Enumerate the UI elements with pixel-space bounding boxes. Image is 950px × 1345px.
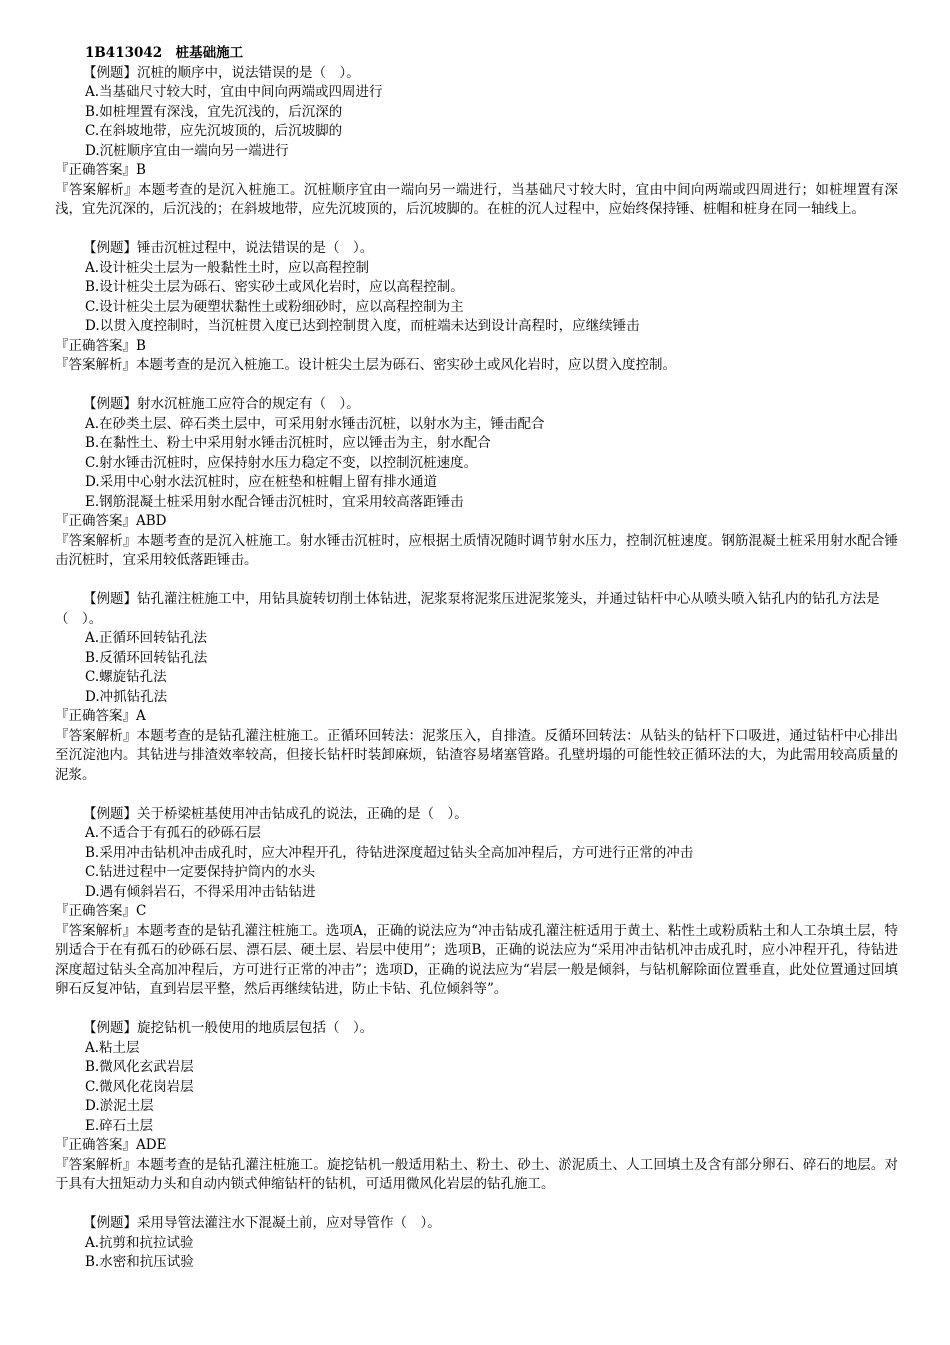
option: C.螺旋钻孔法 [85, 669, 167, 685]
option: B.采用冲击钻机冲击成孔时，应大冲程开孔，待钻进深度超过钻头全高加冲程后，方可进行正常的冲击 [85, 844, 694, 861]
option: C.钻进过程中一定要保持护筒内的水头 [85, 864, 316, 880]
answer-explanation: 『答案解析』本题考查的是沉入桩施工。设计桩尖土层为砾石、密实砂土或风化岩时，应以贯入度控制。 [55, 357, 676, 373]
section-title: 1B413042 桩基础施工 [85, 45, 244, 61]
option: A.设计桩尖土层为一般黏性土时，应以高程控制 [85, 259, 370, 276]
answer-explanation: 『答案解析』本题考查的是钻孔灌注桩施工。旋挖钻机一般适用粘土、粉土、砂土、淤泥质土、人工回填土及含有部分卵石、碎石的地层。对于具有大扭矩动力头和自动内锁式伸缩钻杆的钻机，可适用微风化岩层的钻孔施工。 [55, 1156, 898, 1192]
question-stem: 【例题】沉桩的顺序中，说法错误的是（ ）。 [83, 64, 360, 81]
question-1 [55, 64, 898, 220]
question-7 [55, 1214, 898, 1273]
option: A.正循环回转钻孔法 [85, 630, 208, 646]
question-stem: 【例题】关于桥梁桩基使用冲击钻成孔的说法，正确的是（ ）。 [83, 805, 468, 822]
question-2 [55, 239, 898, 376]
correct-answer: 『正确答案』B [55, 162, 146, 178]
document-body [55, 44, 898, 1273]
option: D.沉桩顺序宜由一端向另一端进行 [85, 142, 289, 159]
option: D.淤泥土层 [85, 1098, 154, 1114]
option: B.设计桩尖土层为砾石、密实砂土或风化岩时，应以高程控制。 [85, 279, 464, 295]
question-stem: 【例题】射水沉桩施工应符合的规定有（ ）。 [83, 396, 360, 412]
answer-explanation: 『答案解析』本题考查的是沉入桩施工。射水锤击沉桩时，应根据土质情况随时调节射水压力，控制沉桩速度。钢筋混凝土桩采用射水配合锤击沉桩时，宜采用较低落距锤击。 [55, 532, 898, 568]
option: A.抗剪和抗拉试验 [85, 1234, 194, 1251]
question-3 [55, 395, 898, 571]
option: C.微风化花岗岩层 [85, 1078, 194, 1095]
answer-explanation: 『答案解析』本题考查的是钻孔灌注桩施工。正循环回转法：泥浆压入，自排渣。反循环回转法：从钻头的钻杆下口吸进，通过钻杆中心排出至沉淀池内。其钻进与排渣效率较高，但接长钻杆时装卸麻烦，钻渣容易堵塞管路。孔壁坍塌的可能性较正循环法的大，为此需用较高质量的泥浆。 [55, 727, 898, 783]
correct-answer: 『正确答案』ADE [55, 1137, 167, 1153]
option: E.钢筋混凝土桩采用射水配合锤击沉桩时，宜采用较高落距锤击 [85, 493, 464, 510]
question-stem: 【例题】旋挖钻机一般使用的地质层包括（ ）。 [83, 1020, 374, 1036]
option: A.在砂类土层、碎石类土层中，可采用射水锤击沉桩，以射水为主，锤击配合 [85, 415, 545, 432]
question-5 [55, 805, 898, 1000]
correct-answer: 『正确答案』C [55, 903, 147, 919]
correct-answer: 『正确答案』ABD [55, 513, 167, 529]
option: D.遇有倾斜岩石，不得采用冲击钻钻进 [85, 883, 316, 900]
question-stem: 【例题】采用导管法灌注水下混凝土前，应对导管作（ ）。 [83, 1215, 441, 1231]
question-stem: 【例题】钻孔灌注桩施工中，用钻具旋转切削土体钻进，泥浆泵将泥浆压进泥浆笼头，并通过钻杆中心从喷头喷入钻孔内的钻孔方法是（ ）。 [55, 591, 880, 627]
option: B.在黏性土、粉土中采用射水锤击沉桩时，应以锤击为主，射水配合 [85, 435, 491, 451]
option: C.设计桩尖土层为硬塑状黏性土或粉细砂时，应以高程控制为主 [85, 298, 464, 315]
correct-answer: 『正确答案』B [55, 337, 146, 354]
option: C.射水锤击沉桩时，应保持射水压力稳定不变，以控制沉桩速度。 [85, 454, 478, 471]
question-4 [55, 590, 898, 785]
question-stem: 【例题】锤击沉桩过程中，说法错误的是（ ）。 [83, 240, 374, 256]
option: A.粘土层 [85, 1039, 140, 1056]
correct-answer: 『正确答案』A [55, 708, 146, 724]
option: B.反循环回转钻孔法 [85, 649, 208, 666]
option: D.冲抓钻孔法 [85, 688, 168, 705]
answer-explanation: 『答案解析』本题考查的是钻孔灌注桩施工。选项A，正确的说法应为“冲击钻成孔灌注桩适用于黄土、粘性土或粉质粘土和人工杂填土层，特别适合于在有孤石的砂砾石层、漂石层、硬土层、岩层中使用”；选项B，正确的说法应为“采用冲击钻机冲击成孔时，应小冲程开孔，待钻进深度超过钻头全高加冲程后，方可进行正常的冲击”；选项D，正确的说法应为“岩层一般是倾斜，与钻机解除面位置垂直，此处位置通过回填卵石反复冲钻，直到岩层平整，然后再继续钻进，防止卡钻、孔位倾斜等”。 [55, 922, 898, 997]
option: E.碎石土层 [85, 1117, 154, 1134]
option: C.在斜坡地带，应先沉坡顶的，后沉坡脚的 [85, 123, 343, 139]
answer-explanation: 『答案解析』本题考查的是沉入桩施工。沉桩顺序宜由一端向另一端进行，当基础尺寸较大时，宜由中间向两端或四周进行；如桩埋置有深浅，宜先沉深的，后沉浅的；在斜坡地带，应先沉坡顶的，后沉坡脚的。在桩的沉人过程中，应始终保持锤、桩帽和桩身在同一轴线上。 [55, 181, 898, 217]
option: B.水密和抗压试验 [85, 1254, 194, 1270]
option: D.以贯入度控制时，当沉桩贯入度已达到控制贯入度，而桩端未达到设计高程时，应继续锤击 [85, 318, 640, 334]
option: B.微风化玄武岩层 [85, 1059, 194, 1075]
question-6 [55, 1019, 898, 1195]
option: A.当基础尺寸较大时，宜由中间向两端或四周进行 [85, 84, 383, 100]
option: B.如桩埋置有深浅，宜先沉浅的，后沉深的 [85, 103, 343, 120]
option: A.不适合于有孤石的砂砾石层 [85, 825, 262, 841]
option: D.采用中心射水法沉桩时，应在桩垫和桩帽上留有排水通道 [85, 474, 438, 490]
